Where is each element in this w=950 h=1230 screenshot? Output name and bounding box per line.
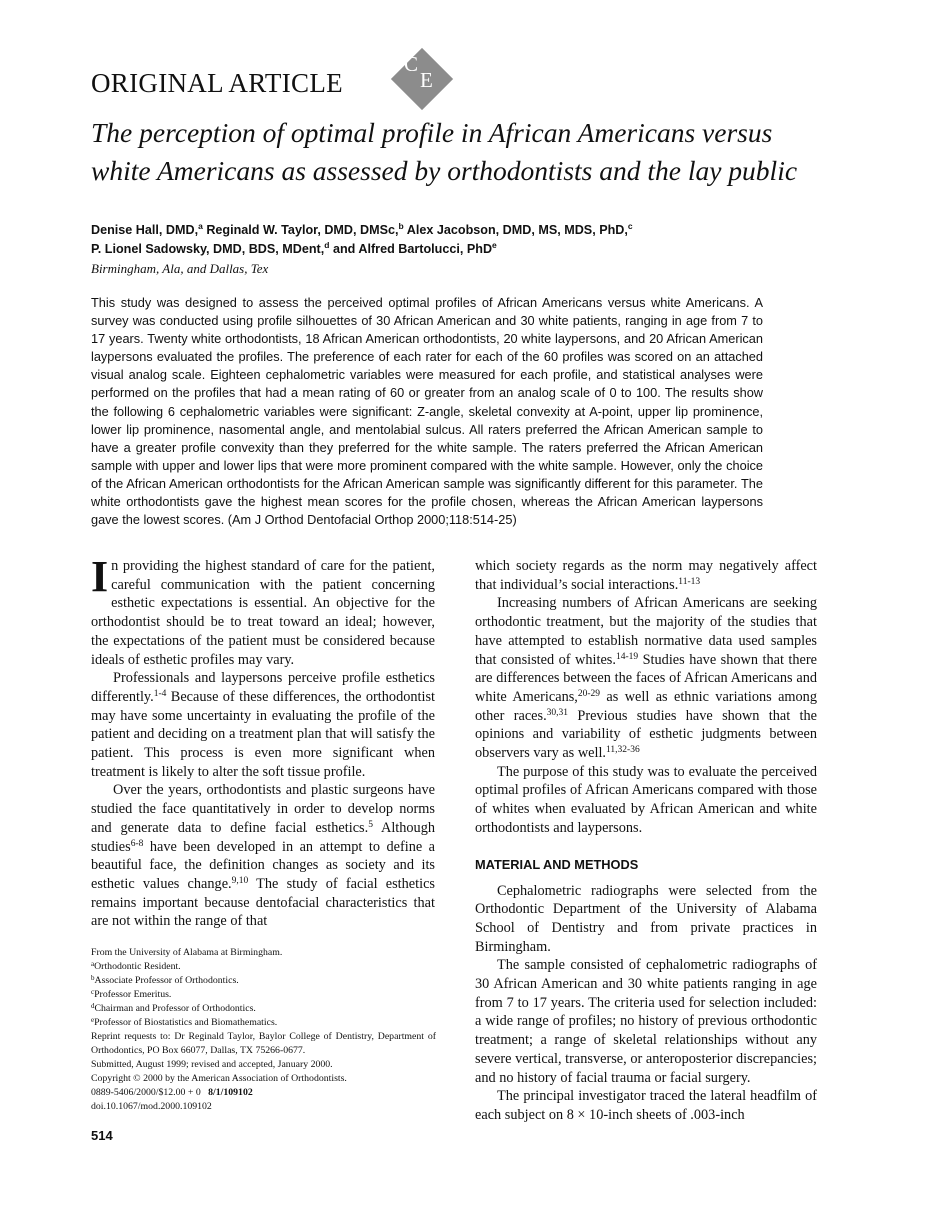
body-paragraph: Cephalometric radiographs were selected from the Orthodontic Department of the University of Alabama School of Dentistry and from private practices in Birmingham. <box>475 882 817 955</box>
footnotes <box>91 946 436 1114</box>
author-location: Birmingham, Ala, and Dallas, Tex <box>91 261 269 276</box>
footnote-role: $^e$Professor of Biostatistics and Biomathematics. <box>91 1016 278 1028</box>
footnote-role: $^a$Orthodontic Resident. <box>91 960 181 972</box>
citation-ref[interactable]: 30,31 <box>546 707 569 718</box>
citation-ref[interactable]: 1-4 <box>153 688 167 699</box>
citation-ref[interactable]: 6-8 <box>130 838 144 849</box>
body-paragraph: Professionals and laypersons perceive profile esthetics differently.$^{1-4}$ Because of these differences, the orthodontist may have some uncertainty in evaluating the profile of the patient and deciding on a treatment plan that will satisfy the patient. This process is even more significant when treatment is likely to alter the soft tissue profile. <box>91 670 435 780</box>
body-paragraph: which society regards as the norm may negatively affect that individual’s social interactions.$^{11-13}$ <box>475 558 817 593</box>
author-name: Alex Jacobson, DMD, MS, MDS, PhD, <box>406 223 628 237</box>
footnote-submitted: Submitted, August 1999; revised and accepted, January 2000. <box>91 1059 333 1070</box>
issn-code: 8/1/109102 <box>208 1087 253 1098</box>
citation-ref[interactable]: 14-19 <box>615 651 639 662</box>
citation-ref[interactable]: 11-13 <box>678 576 701 587</box>
author-affiliation-mark: a <box>198 220 203 231</box>
citation-ref[interactable]: 11,32-36 <box>606 745 640 756</box>
citation-ref[interactable]: 20-29 <box>577 688 601 699</box>
author-name: and Alfred Bartolucci, PhD <box>332 242 493 256</box>
citation-ref[interactable]: 5 <box>368 819 373 830</box>
title-line-2: white Americans as assessed by orthodontists and the lay public <box>91 155 798 186</box>
footnote-affiliation: From the University of Alabama at Birmingham. <box>91 947 283 958</box>
ce-diamond-icon <box>391 48 453 110</box>
author-list <box>91 221 831 259</box>
footnote-role: $^b$Associate Professor of Orthodontics. <box>91 974 239 986</box>
section-label: ORIGINAL ARTICLE <box>91 67 343 98</box>
citation-ref[interactable]: 9,10 <box>231 875 249 886</box>
abstract: This study was designed to assess the perceived optimal profiles of African Americans versus white Americans. A survey was conducted using profile silhouettes of 30 African American and 30 white patients, ranging in age from 7 to 17 years. Twenty white orthodontists, 18 African American orthodontists, 20 white laypersons, and 20 African American laypersons evaluated the profiles. The preference of each rater for each of the 60 profiles was scored on an attached visual analog scale. Eighteen cephalometric variables were measured for each profile, and statistical analyses were performed on the profiles that had a mean rating of 60 or greater from an analog scale of 0 to 100. The results show the following 6 cephalometric variables were significant: Z-angle, skeletal convexity at A-point, upper lip prominence, lower lip prominence, nasomental angle, and mentolabial sulcus. All raters preferred the African American sample to have a greater profile convexity than they preferred for the white sample. The raters preferred the African American sample with upper and lower lips that were more prominent compared with the white sample. However, only the choice of the African American orthodontists for the African American sample was significantly different for this parameter. The white orthodontists gave the highest mean scores for the profile chosen, whereas the African American laypersons gave the lowest scores. (Am J Orthod Dentofacial Orthop 2000;118:514-25) <box>91 295 763 528</box>
body-paragraph: The purpose of this study was to evaluate the perceived optimal profiles of African Americans compared with those of whites when evaluated by African American and white orthodontists and laypersons. <box>475 763 817 836</box>
section-heading-material-methods: MATERIAL AND METHODS <box>475 856 639 872</box>
author-name: P. Lionel Sadowsky, DMD, BDS, MDent, <box>91 242 325 256</box>
ce-letter-c: C <box>404 52 419 76</box>
ce-letter-e: E <box>420 68 433 92</box>
page-number: 514 <box>91 1128 113 1143</box>
author-affiliation-mark: e <box>492 239 497 250</box>
body-paragraph: In providing the highest standard of care for the patient, careful communication with the patient concerning esthetic expectations is essential. An objective for the orthodontist should be to treat toward an ideal; however, the expectations of the patient must be considered because ideals of esthetic profiles may vary. <box>91 552 435 668</box>
author-affiliation-mark: b <box>398 220 404 231</box>
body-paragraph: Increasing numbers of African Americans are seeking orthodontic treatment, but the majority of the studies that have attempted to establish normative data used samples that consisted of whites.$^{14-19}$ Studies have shown that there are differences between the faces of African Americans and white Americans,$^{20-29}$ as well as ethnic variations among other races.$^{30,31}$ Previous studies have shown that the opinions and variability of esthetic judgments between observers vary as well.$^{11,32-36}$ <box>475 595 817 762</box>
article-title <box>91 114 851 190</box>
body-column-left <box>91 552 435 931</box>
title-line-1: The perception of optimal profile in African Americans versus <box>91 117 773 148</box>
footnote-issn: 0889-5406/2000/$12.00 + 0 8/1/109102 <box>91 1087 253 1098</box>
footnote-role: $^d$Chairman and Professor of Orthodontics. <box>91 1002 256 1014</box>
author-affiliation-mark: d <box>324 239 330 250</box>
footnote-copyright: Copyright © 2000 by the American Association of Orthodontists. <box>91 1073 347 1084</box>
body-paragraph: The sample consisted of cephalometric radiographs of 30 African American and 30 white patients ranging in age from 7 to 17 years. The criteria used for selection included: a wide range of profiles; no history of previous orthodontic treatment; a range of skeletal relationships without any severe vertical, transverse, or anteroposterior discrepancies; and no history of facial trauma or facial surgery. <box>475 957 817 1086</box>
footnote-doi[interactable]: doi.10.1067/mod.2000.109102 <box>91 1101 212 1112</box>
author-name: Denise Hall, DMD, <box>91 223 199 237</box>
body-paragraph: The principal investigator traced the lateral headfilm of each subject on 8 × 10-inch sheets of .003-inch <box>475 1088 817 1123</box>
author-name: Reginald W. Taylor, DMD, DMSc, <box>206 223 399 237</box>
body-column-right <box>475 557 817 1125</box>
article-header <box>91 52 433 108</box>
drop-cap: I <box>91 552 109 601</box>
body-paragraph: Over the years, orthodontists and plastic surgeons have studied the face quantitatively in order to develop norms and generate data to define facial esthetics.$^5$ Although studies$^{6-8}$ have been developed in an attempt to define a beautiful face, the definition changes as society and its esthetic values change.$^{9,10}$ The study of facial esthetics remains important because dentofacial characteristics that are not within the range of that <box>91 782 435 930</box>
footnote-reprint: Reprint requests to: Dr Reginald Taylor, Baylor College of Dentistry, Department of Orthodontics, PO Box 66077, Dallas, TX 75266-0677. <box>91 1031 436 1056</box>
author-affiliation-mark: c <box>627 220 633 231</box>
footnote-role: $^c$Professor Emeritus. <box>91 988 172 1000</box>
